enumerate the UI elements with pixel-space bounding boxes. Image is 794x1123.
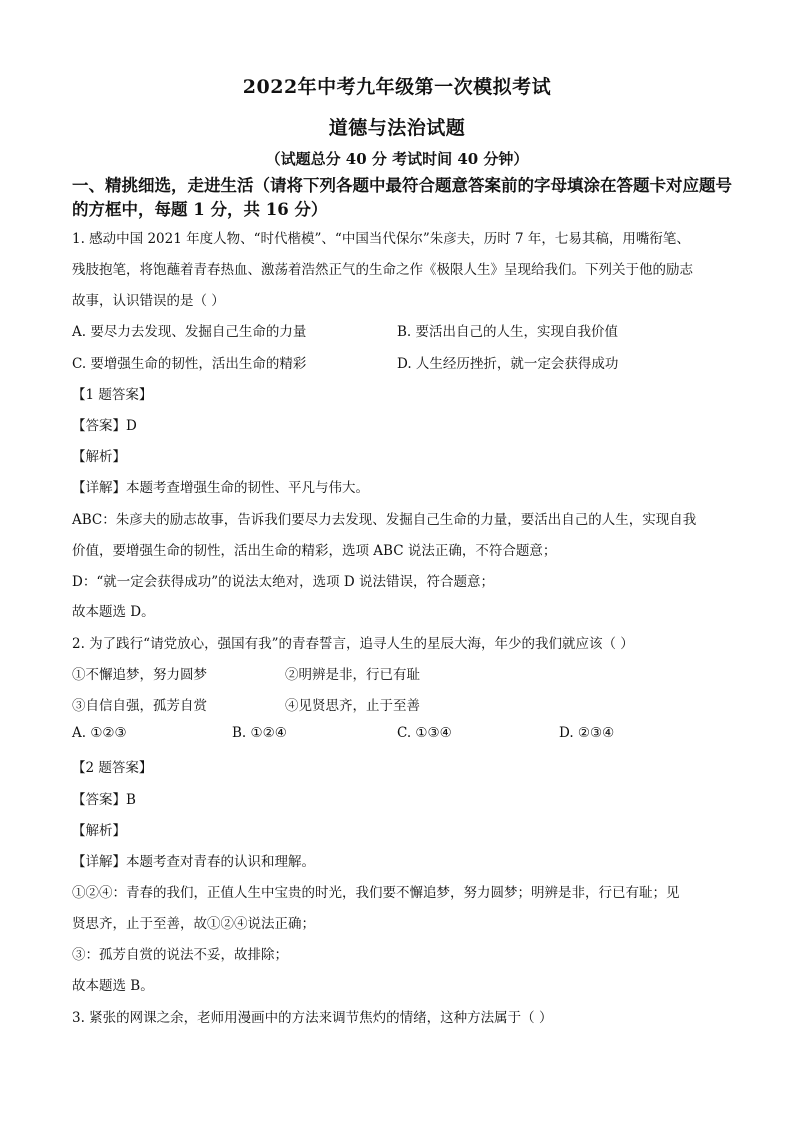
q2-detail-line2: ①②④：青春的我们，正值人生中宝贵的时光，我们要不懈追梦，努力圆梦；明辨是非，行已有耻；见 xyxy=(72,885,680,901)
q1-option-d: D. 人生经历挫折，就一定会获得成功 xyxy=(397,356,619,372)
q2-analysis-tag: 【解析】 xyxy=(72,823,126,839)
q1-detail-line2: ABC：朱彦夫的励志故事，告诉我们要尽力去发现、发掘自己生命的力量，要活出自己的人生，实现自我 xyxy=(72,512,697,528)
q2-detail-line1: 【详解】本题考查对青春的认识和理解。 xyxy=(72,854,315,870)
q1-stem-line3: 故事，认识错误的是（ ） xyxy=(72,293,225,309)
q1-detail-line5: 故本题选 D。 xyxy=(72,604,155,620)
q2-detail-line4: ③：孤芳自赏的说法不妥，故排除； xyxy=(72,947,288,963)
q2-option-c: C. ①③④ xyxy=(397,725,452,741)
q1-answer: 【答案】D xyxy=(72,418,137,434)
q2-stem: 2. 为了践行“请党放心，强国有我”的青春誓言，追寻人生的星辰大海，年少的我们就应该（ ） xyxy=(72,636,634,652)
q2-item-3: ③自信自强，孤芳自赏 xyxy=(72,698,207,714)
q1-detail-line3: 价值，要增强生命的韧性，活出生命的精彩，选项 ABC 说法正确，不符合题意； xyxy=(72,543,557,559)
q1-option-a: A. 要尽力去发现、发掘自己生命的力量 xyxy=(72,324,307,340)
subject-title: 道德与法治试题 xyxy=(328,117,466,139)
q2-option-b: B. ①②④ xyxy=(232,725,287,741)
q1-analysis-tag: 【解析】 xyxy=(72,449,126,465)
q2-answer-tag: 【2 题答案】 xyxy=(72,760,153,776)
exam-note: （试题总分 40 分 考试时间 40 分钟） xyxy=(265,150,529,168)
exam-title: 2022年中考九年级第一次模拟考试 xyxy=(242,76,552,98)
q1-answer-tag: 【1 题答案】 xyxy=(72,387,153,403)
q1-detail-line4: D：“就一定会获得成功”的说法太绝对，选项 D 说法错误，符合题意； xyxy=(72,574,495,590)
q2-detail-line3: 贤思齐，止于至善，故①②④说法正确； xyxy=(72,916,315,932)
section-heading-line1: 一、精挑细选，走进生活（请将下列各题中最符合题意答案前的字母填涂在答题卡对应题号 xyxy=(72,176,732,195)
q2-detail-line5: 故本题选 B。 xyxy=(72,978,154,994)
q1-stem-line2: 残肢抱笔，将饱蘸着青春热血、激荡着浩然正气的生命之作《极限人生》呈现给我们。下列关于他的励志 xyxy=(72,262,693,278)
q1-detail-line1: 【详解】本题考查增强生命的韧性、平凡与伟大。 xyxy=(72,480,369,496)
q2-answer: 【答案】B xyxy=(72,792,136,808)
q3-stem: 3. 紧张的网课之余，老师用漫画中的方法来调节焦灼的情绪，这种方法属于（ ） xyxy=(72,1010,553,1026)
q2-item-4: ④见贤思齐，止于至善 xyxy=(285,698,420,714)
section-heading-line2: 的方框中，每题 1 分，共 16 分） xyxy=(72,200,328,219)
q1-stem-line1: 1. 感动中国 2021 年度人物、“时代楷模”、“中国当代保尔”朱彦夫，历时 7 年，七易其稿，用嘴衔笔、 xyxy=(72,231,690,247)
q2-option-a: A. ①②③ xyxy=(72,725,127,741)
q1-option-c: C. 要增强生命的韧性，活出生命的精彩 xyxy=(72,356,307,372)
q2-option-d: D. ②③④ xyxy=(559,725,615,741)
q2-item-1: ①不懈追梦，努力圆梦 xyxy=(72,667,207,683)
q2-item-2: ②明辨是非，行已有耻 xyxy=(285,667,420,683)
q1-option-b: B. 要活出自己的人生，实现自我价值 xyxy=(397,324,619,340)
